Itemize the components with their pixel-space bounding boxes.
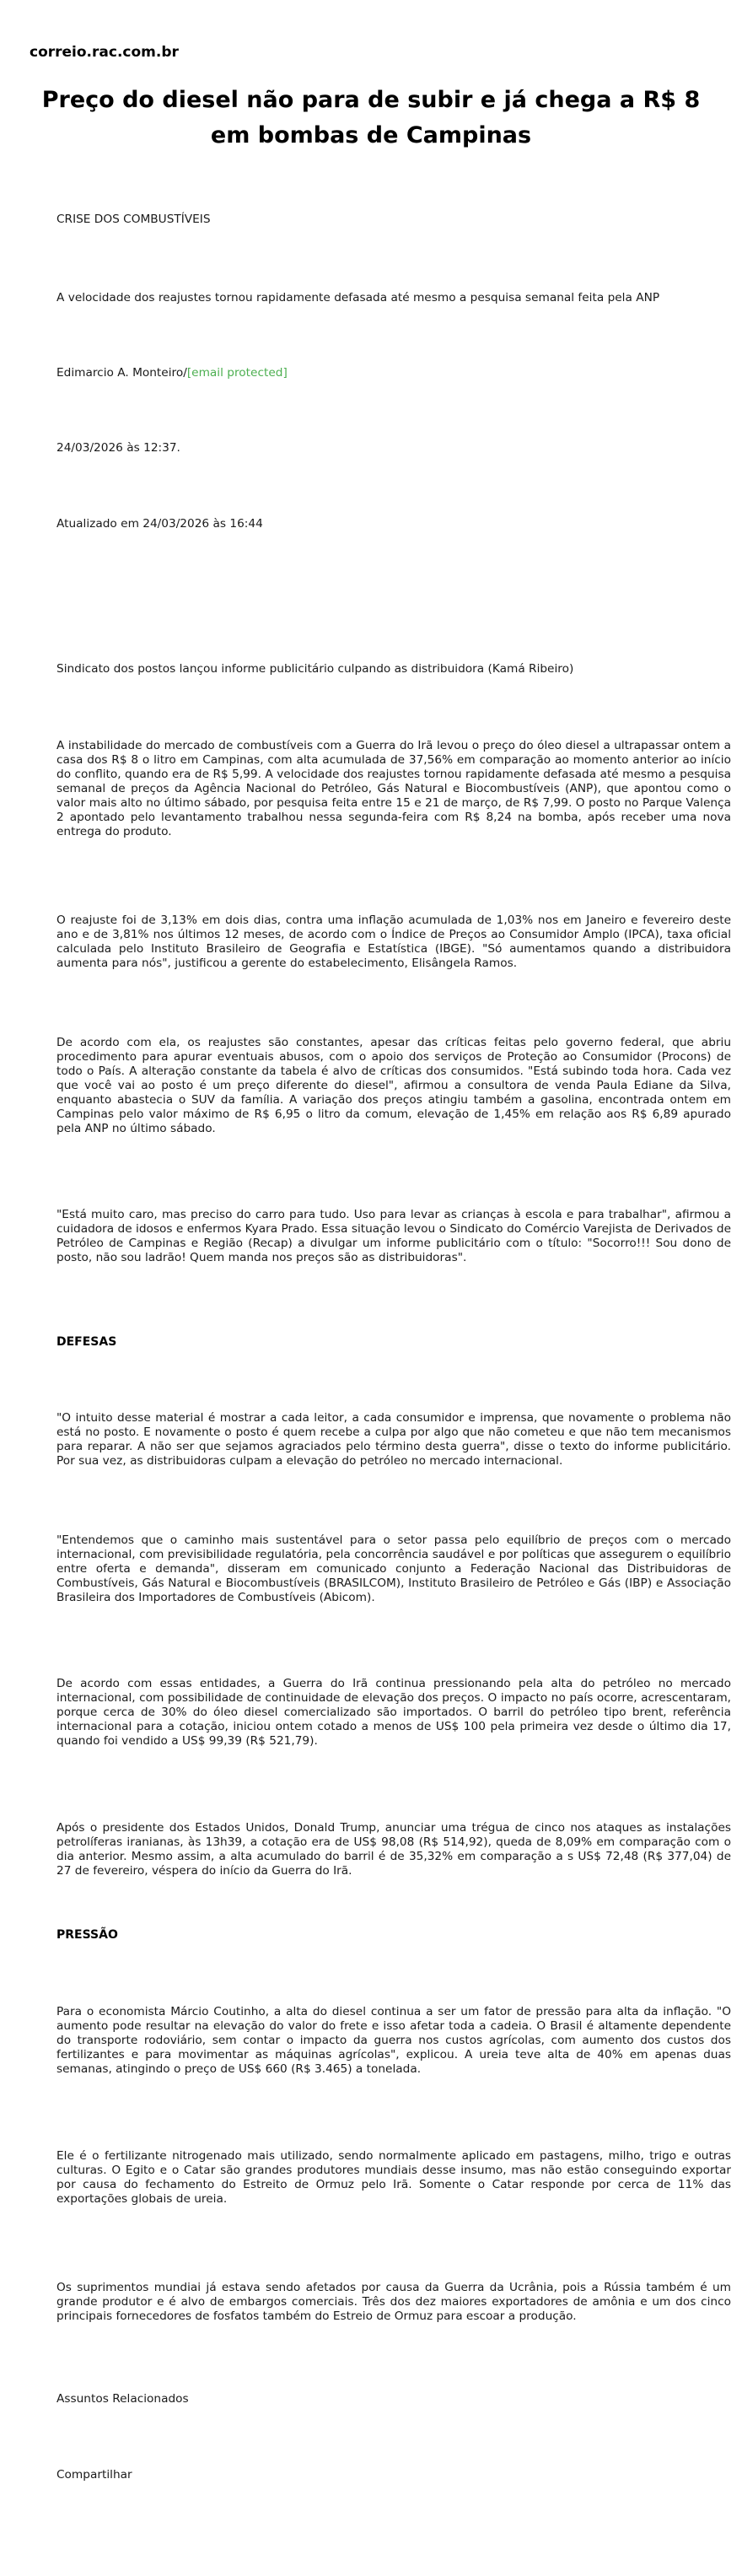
paragraph-6: "Entendemos que o caminho mais sustentável para o setor passa pelo equilíbrio de preços com o mercado internacional, com previsibilidade regulatória, pela concorrência saudável e por políticas que assegurem o equilíbrio entre oferta e demanda", disseram em comunicado conjunto a Federação Nacional das Distribuidoras de Combustíveis, Gás Natural e Biocombustíveis (BRASILCOM), Instituto Brasileiro de Petróleo e Gás (IBP) e Associação Brasileira dos Importadores de Combustíveis (Abicom). (56, 1533, 731, 1604)
share-link[interactable]: Compartilhar (56, 2468, 132, 2482)
paragraph-4: "Está muito caro, mas preciso do carro para tudo. Uso para levar as crianças à escola e para trabalhar", afirmou a cuidadora de idosos e enfermos Kyara Prado. Essa situação levou o Sindicato do Comércio Varejista de Derivados de Petróleo de Campinas e Região (Recap) a divulgar um informe publicitário com o título: "Socorro!!! Sou dono de posto, não sou ladrão! Quem manda nos preços são as distribuidoras". (56, 1208, 731, 1264)
paragraph-11: Os suprimentos mundiai já estava sendo afetados por causa da Guerra da Ucrânia, pois a Rússia também é um grande produtor e é alvo de embargos comerciais. Três dos dez maiores exportadores de amônia e um dos cinco principais fornecedores de fosfatos também do Estreio de Ormuz para escoar a produção. (56, 2281, 731, 2323)
section-header-pressao: PRESSÃO (56, 1928, 118, 1942)
author-name: Edimarcio A. Monteiro/ (56, 366, 187, 380)
author-email-link[interactable]: [email protected] (186, 366, 288, 380)
section-header-defesas: DEFESAS (56, 1335, 117, 1349)
paragraph-5: "O intuito desse material é mostrar a cada leitor, a cada consumidor e imprensa, que novamente o problema não está no posto. E novamente o posto é quem recebe a culpa por algo que não cometeu e que não tem mecanismos para reparar. A não ser que sejamos agraciados pelo término desta guerra", disse o texto do informe publicitário. Por sua vez, as distribuidoras culpam a elevação do petróleo no mercado internacional. (56, 1411, 731, 1468)
paragraph-1: A instabilidade do mercado de combustíveis com a Guerra do Irã levou o preço do óleo diesel a ultrapassar ontem a casa dos R$ 8 o litro em Campinas, com alta acumulada de 37,56% em comparação ao momento anterior ao início do conflito, quando era de R$ 5,99. A velocidade dos reajustes tornou rapidamente defasada até mesmo a pesquisa semanal de preços da Agência Nacional do Petróleo, Gás Natural e Biocombustíveis (ANP), que apontou como o valor mais alto no último sábado, por pesquisa feita entre 15 e 21 de março, de R$ 7,99. O posto no Parque Valença 2 apontado pelo levantamento trabalhou nessa segunda-feira com R$ 8,24 na bomba, após receber uma nova entrega do produto. (56, 739, 731, 838)
image-caption: Sindicato dos postos lançou informe publicitário culpando as distribuidora (Kamá Ribeiro) (56, 662, 574, 676)
paragraph-9: Para o economista Márcio Coutinho, a alta do diesel continua a ser um fator de pressão para alta da inflação. "O aumento pode resultar na elevação do valor do frete e isso afetar toda a cadeia. O Brasil é altamente dependente do transporte rodoviário, sem contar o impacto da guerra nos custos agrícolas, com aumento dos custos dos fertilizantes e para movimentar as máquinas agrícolas", explicou. A ureia teve alta de 40% em apenas duas semanas, atingindo o preço de US$ 660 (R$ 3.465) a tonelada. (56, 2005, 731, 2076)
paragraph-2: O reajuste foi de 3,13% em dois dias, contra uma inflação acumulada de 1,03% nos em Janeiro e fevereiro deste ano e de 3,81% nos últimos 12 meses, de acordo com o Índice de Preços ao Consumidor Amplo (IPCA), taxa oficial calculada pelo Instituto Brasileiro de Geografia e Estatística (IBGE). "Só aumentamos quando a distribuidora aumenta para nós", justificou a gerente do estabelecimento, Elisângela Ramos. (56, 913, 731, 970)
paragraph-7: De acordo com essas entidades, a Guerra do Irã continua pressionando pela alta do petróleo no mercado internacional, com possibilidade de continuidade de elevação dos preços. O impacto no país ocorre, acrescentaram, porque cerca de 30% do óleo diesel comercializado são importados. O barril do petróleo tipo brent, referência internacional para a cotação, iniciou ontem cotado a menos de US$ 100 pela primeira vez desde o último dia 17, quando foi vendido a US$ 99,39 (R$ 521,79). (56, 1677, 731, 1748)
paragraph-3: De acordo com ela, os reajustes são constantes, apesar das críticas feitas pelo governo federal, que abriu procedimento para apurar eventuais abusos, com o apoio dos serviços de Proteção ao Consumidor (Procons) de todo o País. A alteração constante da tabela é alvo de críticas dos consumidos. "Está subindo toda hora. Cada vez que você vai ao posto é um preço diferente do diesel", afirmou a consultora de venda Paula Ediane da Silva, enquanto abastecia o SUV da família. A variação dos preços atingiu também a gasolina, encontrada ontem em Campinas pelo valor máximo de R$ 6,95 o litro da comum, elevação de 1,45% em relação aos R$ 6,89 apurado pela ANP no último sábado. (56, 1036, 731, 1135)
paragraph-8: Após o presidente dos Estados Unidos, Donald Trump, anunciar uma trégua de cinco nos ataques as instalações petrolíferas iranianas, às 13h39, a cotação era de US$ 98,08 (R$ 514,92), queda de 8,09% em comparação com o dia anterior. Mesmo assim, a alta acumulado do barril é de 35,32% em comparação a s US$ 72,48 (R$ 377,04) de 27 de fevereiro, véspera do início da Guerra do Irã. (56, 1821, 731, 1878)
article-headline: Preço do diesel não para de subir e já chega a R$ 8 em bombas de Campinas (41, 87, 701, 148)
article-subtitle: A velocidade dos reajustes tornou rapidamente defasada até mesmo a pesquisa semanal feita pela ANP (56, 291, 660, 304)
section-label: CRISE DOS COMBUSTÍVEIS (56, 213, 211, 226)
published-date: 24/03/2026 às 12:37. (56, 441, 180, 455)
paragraph-10: Ele é o fertilizante nitrogenado mais utilizado, sendo normalmente aplicado em pastagens, milho, trigo e outras culturas. O Egito e o Catar são grandes produtores mundiais desse insumo, mas não estão conseguindo exportar por causa do fechamento do Estreito de Ormuz pelo Irã. Somente o Catar responde por cerca de 11% das exportações globais de ureia. (56, 2149, 731, 2206)
related-topics-link[interactable]: Assuntos Relacionados (56, 2392, 189, 2406)
author-byline (56, 366, 731, 380)
site-name: correio.rac.com.br (30, 44, 179, 61)
updated-date: Atualizado em 24/03/2026 às 16:44 (56, 517, 263, 531)
